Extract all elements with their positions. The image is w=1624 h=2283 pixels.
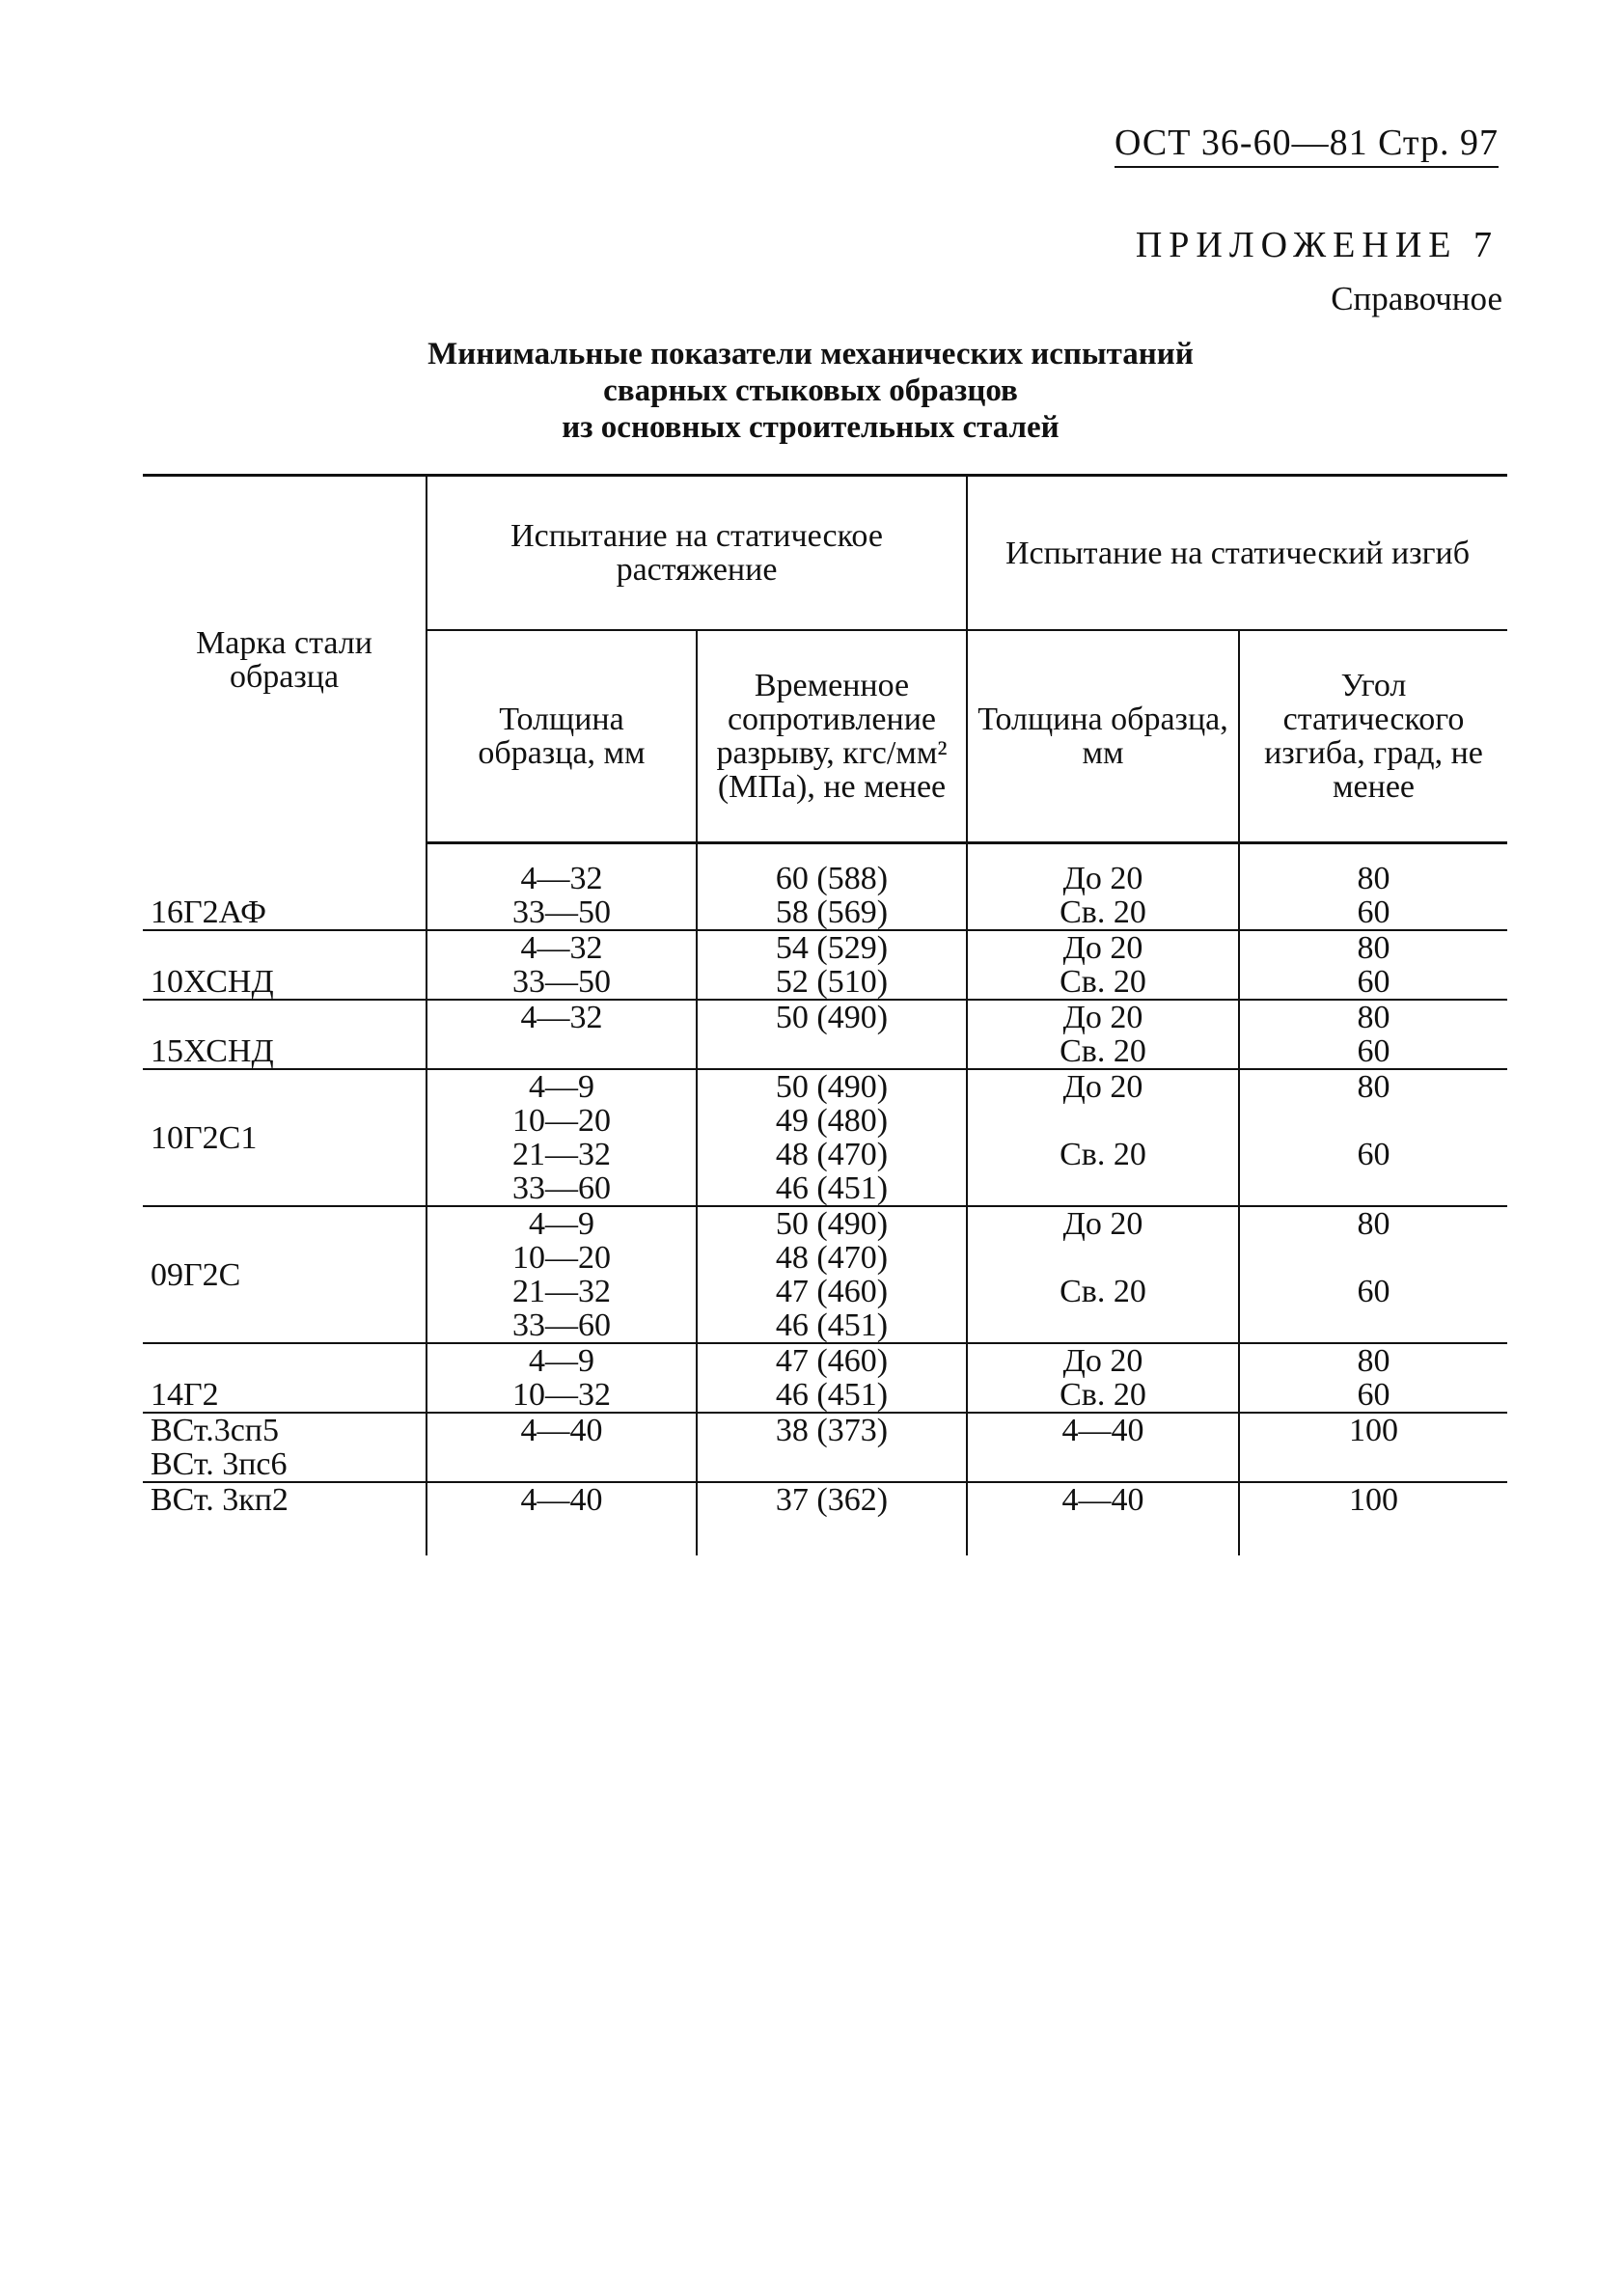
steel-grade-cell: [143, 1413, 427, 1482]
steel-grade-line: 16Г2АФ: [151, 894, 266, 930]
cell-value: До 20: [1062, 1343, 1143, 1379]
title-line: Минимальные показатели механических испытаний: [427, 337, 1194, 371]
header-tensile-strength: Временное сопротивление разрыву, кгс/мм² (МПа), не менее: [697, 630, 967, 843]
table-row: [143, 1206, 1507, 1343]
cell-value: До 20: [1062, 861, 1143, 896]
bend-angle-cell: [1239, 1482, 1507, 1517]
cell-value: 100: [1349, 1413, 1398, 1448]
cell-value: До 20: [1062, 1206, 1143, 1242]
bend-angle-cell: [1239, 1413, 1507, 1482]
steel-grade-cell: [143, 1069, 427, 1206]
cell-value: 60: [1357, 1137, 1390, 1172]
steel-grade-cell: [143, 1482, 427, 1517]
bend-angle-cell: [1239, 1343, 1507, 1413]
tension-thickness-cell: [427, 1000, 697, 1069]
bend-angle-cell: [1239, 930, 1507, 1000]
cell-value: 60: [1357, 1274, 1390, 1309]
table-row: [143, 1343, 1507, 1413]
header-tension-test-group: Испытание на статическое растяжение: [427, 476, 967, 631]
steel-grade-line: ВСт. 3кп2: [151, 1482, 289, 1518]
tensile-strength-cell: [697, 1343, 967, 1413]
cell-value: 4—40: [1061, 1482, 1144, 1518]
cell-value: 80: [1357, 861, 1390, 896]
steel-grade-cell: [143, 1000, 427, 1069]
bend-thickness-cell: [967, 930, 1239, 1000]
cell-value: 48 (470): [775, 1137, 889, 1172]
cell-value: 4—9: [529, 1343, 594, 1379]
tensile-strength-cell: [697, 1413, 967, 1482]
cell-value: 80: [1357, 1206, 1390, 1242]
cell-value: [1250, 1308, 1498, 1342]
header-steel-grade: Марка стали образца: [143, 476, 427, 843]
tension-thickness-cell: [427, 862, 697, 930]
cell-value: [977, 1171, 1228, 1205]
cell-value: Св. 20: [1060, 894, 1146, 930]
cell-value: До 20: [1062, 930, 1143, 966]
cell-value: [977, 1241, 1228, 1275]
tension-thickness-cell: [427, 1413, 697, 1482]
cell-value: Св. 20: [1060, 1137, 1146, 1172]
cell-value: 33—60: [512, 1307, 611, 1343]
steel-grade-line: 10Г2С1: [151, 1119, 258, 1156]
cell-value: 50 (490): [775, 1206, 889, 1242]
cell-value: 4—40: [520, 1482, 603, 1518]
cell-value: 80: [1357, 1343, 1390, 1379]
cell-value: 46 (451): [775, 1307, 889, 1343]
cell-value: 80: [1357, 930, 1390, 966]
cell-value: До 20: [1062, 1069, 1143, 1105]
cell-value: 52 (510): [775, 964, 889, 1000]
cell-value: 21—32: [512, 1274, 611, 1309]
bend-thickness-cell: [967, 862, 1239, 930]
cell-value: 60: [1357, 1377, 1390, 1413]
tension-thickness-cell: [427, 1343, 697, 1413]
table-row: [143, 1000, 1507, 1069]
steel-grade-line: 15ХСНД: [151, 1033, 274, 1069]
cell-value: 80: [1357, 1000, 1390, 1035]
bend-thickness-cell: [967, 1206, 1239, 1343]
cell-value: 80: [1357, 1069, 1390, 1105]
cell-value: 58 (569): [775, 894, 889, 930]
cell-value: 100: [1349, 1482, 1398, 1518]
header-bend-thickness: Толщина образца, мм: [967, 630, 1239, 843]
steel-grade-line: 10ХСНД: [151, 964, 274, 1000]
steel-grade-line: 14Г2: [151, 1377, 219, 1413]
cell-value: 33—50: [512, 894, 611, 930]
standard-page-reference: ОСТ 36-60—81 Стр. 97: [1115, 122, 1499, 168]
steel-grade-cell: [143, 930, 427, 1000]
bend-angle-cell: [1239, 1000, 1507, 1069]
cell-value: Св. 20: [1060, 1033, 1146, 1069]
document-title: [347, 336, 1274, 446]
cell-value: 50 (490): [775, 1069, 889, 1105]
cell-value: 48 (470): [775, 1240, 889, 1276]
bend-thickness-cell: [967, 1482, 1239, 1517]
table-row: [143, 1069, 1507, 1206]
cell-value: 21—32: [512, 1137, 611, 1172]
cell-value: [1250, 1241, 1498, 1275]
cell-value: Св. 20: [1060, 1377, 1146, 1413]
tension-thickness-cell: [427, 930, 697, 1000]
cell-value: 38 (373): [775, 1413, 889, 1448]
cell-value: 60 (588): [775, 861, 889, 896]
tension-thickness-cell: [427, 1206, 697, 1343]
steel-grade-cell: [143, 1206, 427, 1343]
header-tension-thickness: Толщина образца, мм: [427, 630, 697, 843]
cell-value: 4—32: [520, 930, 603, 966]
bend-angle-cell: [1239, 862, 1507, 930]
cell-value: 60: [1357, 1033, 1390, 1069]
table-row: [143, 1413, 1507, 1482]
mechanical-tests-table: [143, 474, 1507, 1555]
cell-value: [1250, 1104, 1498, 1138]
tensile-strength-cell: [697, 1482, 967, 1517]
cell-value: 10—20: [512, 1103, 611, 1139]
tensile-strength-cell: [697, 1069, 967, 1206]
cell-value: 4—32: [520, 861, 603, 896]
bend-thickness-cell: [967, 1343, 1239, 1413]
steel-grade-line: ВСт.3сп5: [151, 1413, 279, 1448]
cell-value: 10—20: [512, 1240, 611, 1276]
cell-value: 60: [1357, 894, 1390, 930]
cell-value: 37 (362): [775, 1482, 889, 1518]
steel-grade-cell: [143, 862, 427, 930]
bend-thickness-cell: [967, 1000, 1239, 1069]
tensile-strength-cell: [697, 1000, 967, 1069]
header-bend-test-group: Испытание на статический изгиб: [967, 476, 1507, 631]
title-line: из основных строительных сталей: [562, 410, 1060, 445]
table-body: [143, 843, 1507, 1556]
table-row: [143, 1482, 1507, 1517]
bend-thickness-cell: [967, 1413, 1239, 1482]
cell-value: 47 (460): [775, 1274, 889, 1309]
cell-value: [1250, 1171, 1498, 1205]
cell-value: 4—32: [520, 1000, 603, 1035]
tensile-strength-cell: [697, 930, 967, 1000]
steel-grade-cell: [143, 1343, 427, 1413]
cell-value: 33—50: [512, 964, 611, 1000]
tensile-strength-cell: [697, 1206, 967, 1343]
reference-label: Справочное: [1331, 280, 1502, 317]
tension-thickness-cell: [427, 1482, 697, 1517]
cell-value: 49 (480): [775, 1103, 889, 1139]
cell-value: 4—40: [1061, 1413, 1144, 1448]
cell-value: 4—40: [520, 1413, 603, 1448]
cell-value: [977, 1104, 1228, 1138]
tensile-strength-cell: [697, 862, 967, 930]
cell-value: До 20: [1062, 1000, 1143, 1035]
header-bend-angle: Угол статического изгиба, град, не менее: [1239, 630, 1507, 843]
appendix-heading: ПРИЛОЖЕНИЕ 7: [1135, 225, 1499, 265]
table-row: [143, 862, 1507, 930]
cell-value: 10—32: [512, 1377, 611, 1413]
steel-grade-line: ВСт. 3пс6: [151, 1446, 288, 1482]
cell-value: [977, 1308, 1228, 1342]
cell-value: 46 (451): [775, 1170, 889, 1206]
cell-value: 46 (451): [775, 1377, 889, 1413]
cell-value: Св. 20: [1060, 964, 1146, 1000]
table-row: [143, 930, 1507, 1000]
cell-value: 4—9: [529, 1069, 594, 1105]
cell-value: 33—60: [512, 1170, 611, 1206]
cell-value: Св. 20: [1060, 1274, 1146, 1309]
cell-value: 47 (460): [775, 1343, 889, 1379]
cell-value: 4—9: [529, 1206, 594, 1242]
bend-thickness-cell: [967, 1069, 1239, 1206]
cell-value: 50 (490): [775, 1000, 889, 1035]
cell-value: 60: [1357, 964, 1390, 1000]
bend-angle-cell: [1239, 1206, 1507, 1343]
title-line: сварных стыковых образцов: [603, 373, 1018, 408]
bend-angle-cell: [1239, 1069, 1507, 1206]
cell-value: 54 (529): [775, 930, 889, 966]
tension-thickness-cell: [427, 1069, 697, 1206]
steel-grade-line: 09Г2С: [151, 1256, 241, 1293]
